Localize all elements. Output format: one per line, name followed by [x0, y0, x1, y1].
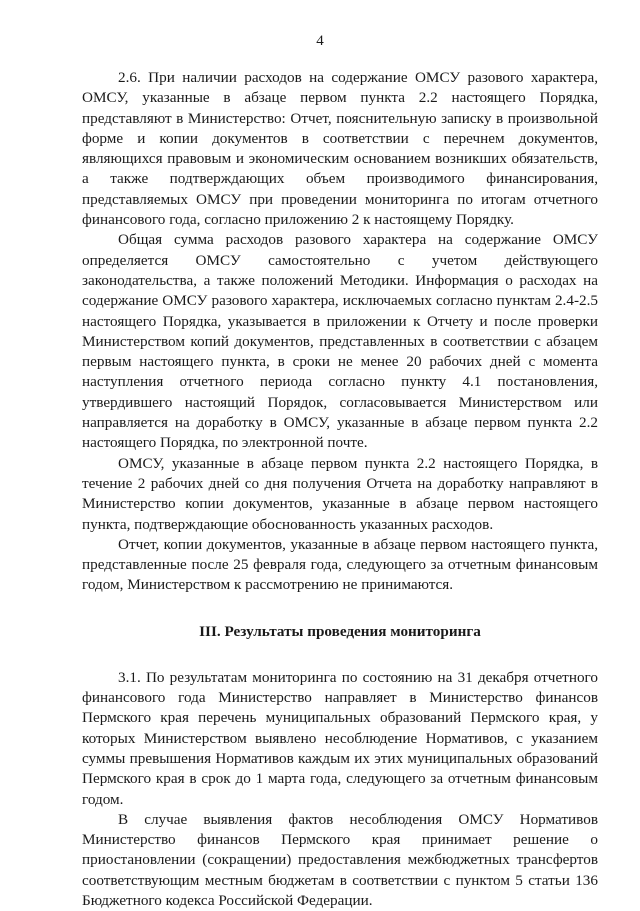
section-heading: III. Результаты проведения мониторинга: [199, 622, 481, 640]
paragraph-2-6: 2.6. При наличии расходов на содержание ОМСУ разового характера, ОМСУ, указанные в абзаце первом пункта 2.2 настоящего Порядка, представляют в Министерство: Отчет, пояснительную записку в произвольной форме и копии документов в соответствии с перечнем документов, являющихся правовым и экономическим основанием возникших обязательств, а также подтверждающих объем производимого финансирования, представляемых ОМСУ при проведении мониторинга по итогам отчетного финансового года, согласно приложению 2 к настоящему Порядку.: [82, 69, 598, 229]
paragraph-3-1: 3.1. По результатам мониторинга по состоянию на 31 декабря отчетного финансового года Министерство направляет в Министерство финансов Пермского края перечень муниципальных образований Пермского края, у которых Министерством выявлено несоблюдение Нормативов, с указанием суммы превышения Нормативов каждым их этих муниципальных образований Пермского края в срок до 1 марта года, следующего за отчетным финансовым годом.: [82, 668, 598, 808]
paragraph-deadline: Отчет, копии документов, указанные в абзаце первом настоящего пункта, представленные после 25 февраля года, следующего за отчетным финансовым годом, Министерством к рассмотрению не принимаются.: [82, 535, 598, 594]
paragraph-violation-decision: В случае выявления фактов несоблюдения ОМСУ Нормативов Министерство финансов Пермского края принимает решение о приостановлении (сокращении) предоставления межбюджетных трансфертов соответствующим местным бюджетам в соответствии с пунктом 5 статьи 136 Бюджетного кодекса Российской Федерации.: [82, 810, 598, 909]
paragraph-total-expenses: Общая сумма расходов разового характера на содержание ОМСУ определяется ОМСУ самостоятельно с учетом действующего законодательства, а также положений Методики. Информация о расходах на содержание ОМСУ разового характера, исключаемых согласно пунктам 2.4-2.5 настоящего Порядка, указывается в приложении к Отчету и после проверки Министерством копий документов, представленных в соответствии с абзацем первым настоящего пункта, в сроки не менее 20 рабочих дней с момента наступления отчетного периода согласно пункту 4.1 постановления, утвердившего настоящий Порядок, согласовывается Министерством или направляется на доработку в ОМСУ, указанные в абзаце первом пункта 2.2 настоящего Порядка, по электронной почте.: [82, 231, 598, 452]
paragraph-revision-docs: ОМСУ, указанные в абзаце первом пункта 2.2 настоящего Порядка, в течение 2 рабочих дней со дня получения Отчета на доработку направляют в Министерство копии документов, указанные в абзаце первом настоящего пункта, подтверждающие обоснованность указанных расходов.: [82, 454, 598, 533]
page-number: 4: [316, 33, 324, 49]
document-body: [82, 68, 598, 911]
